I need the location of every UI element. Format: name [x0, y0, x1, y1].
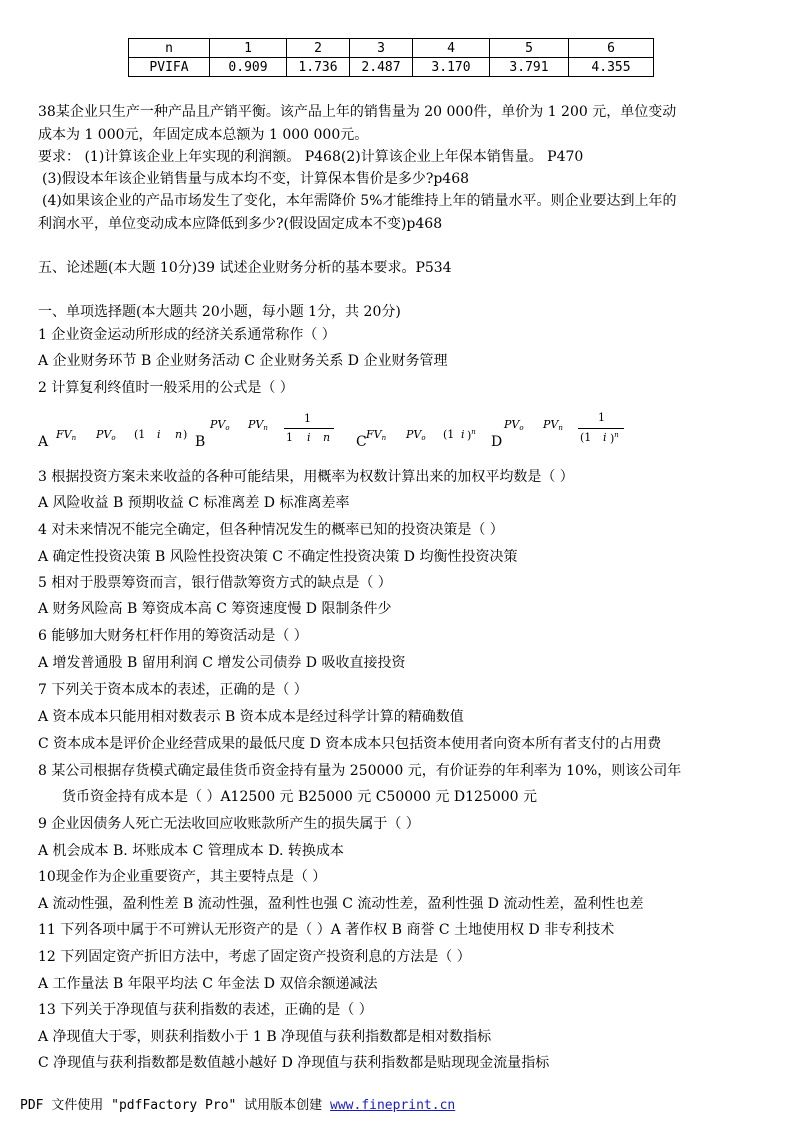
question-11: 11 下列各项中属于不可辨认无形资产的是（ ）A 著作权 B 商誉 C 土地使用权 D 非专利技术 — [38, 922, 615, 938]
table-cell: 0.909 — [210, 58, 287, 77]
option-d-label: D — [491, 434, 503, 450]
footer-text: PDF 文件使用 "pdfFactory Pro" 试用版本创建 — [20, 1098, 331, 1113]
formula-b-pv: $PV_o$ — [210, 418, 230, 432]
formula-a-fv: $FV_n$ — [56, 428, 77, 442]
question-5-options: A 财务风险高 B 筹资成本高 C 筹资速度慢 D 限制条件少 — [38, 601, 392, 617]
formula-a-pv: $PV_o$ — [96, 428, 116, 442]
question-3: 3 根据投资方案未来收益的各种可能结果，用概率为权数计算出来的加权平均数是（ ） — [38, 469, 574, 485]
question-7-options-c-d: C 资本成本是评价企业经营成果的最低尺度 D 资本成本只包括资本使用者向资本所有者支付的占用费 — [38, 736, 662, 752]
question-1: 1 企业资金运动所形成的经济关系通常称作（ ） — [38, 327, 336, 343]
table-header-row — [129, 39, 654, 58]
question-3-options: A 风险收益 B 预期收益 C 标准离差 D 标准离差率 — [38, 495, 350, 511]
formula-b-numerator: 1 — [304, 412, 311, 425]
formula-d-pv: $PV_o$ — [504, 418, 524, 432]
table-cell: PVIFA — [129, 58, 210, 77]
question-38-line-3: 要求： (1)计算该企业上年实现的利润额。 P468(2)计算该企业上年保本销售量。 P470 — [38, 149, 584, 165]
formula-d-denom-i: i — [603, 431, 607, 444]
formula-d-denom-close: )$^n$ — [610, 431, 619, 445]
formula-c-open: (1 — [443, 428, 455, 441]
table-cell: n — [129, 39, 210, 58]
formula-b-denom-n: n — [323, 431, 331, 444]
question-4-options: A 确定性投资决策 B 风险性投资决策 C 不确定性投资决策 D 均衡性投资决策 — [38, 549, 518, 565]
table-cell: 5 — [490, 39, 569, 58]
pvifa-table — [128, 38, 654, 77]
formula-c-pv: $PV_o$ — [406, 428, 426, 442]
formula-b-denom-i: i — [307, 431, 311, 444]
formula-c-fv: $FV_n$ — [366, 428, 387, 442]
option-a-label: A — [38, 434, 49, 450]
question-2: 2 计算复利终值时一般采用的公式是（ ） — [38, 380, 294, 396]
question-10-options: A 流动性强，盈利性差 B 流动性强，盈利性也强 C 流动性差，盈利性强 D 流动性差，盈利性也差 — [38, 896, 644, 912]
formula-b-pv-n: $PV_n$ — [248, 418, 268, 432]
table-cell: 4 — [413, 39, 490, 58]
table-cell: 3 — [350, 39, 413, 58]
question-38-line-4: (3)假设本年该企业销售量与成本均不变，计算保本售价是多少?p468 — [42, 171, 470, 187]
option-c-label: C — [356, 434, 367, 450]
question-4: 4 对未来情况不能完全确定，但各种情况发生的概率已知的投资决策是（ ） — [38, 522, 504, 538]
formula-a-n: n — [175, 428, 183, 441]
table-row — [129, 58, 654, 77]
question-1-options: A 企业财务环节 B 企业财务活动 C 企业财务关系 D 企业财务管理 — [38, 353, 448, 369]
table-cell: 1 — [210, 39, 287, 58]
table-cell: 4.355 — [569, 58, 654, 77]
formula-c-i: i — [461, 428, 465, 441]
formula-d-fraction-bar — [578, 428, 624, 429]
formula-d-denom-open: (1 — [580, 431, 592, 444]
question-8: 8 某公司根据存货模式确定最佳货币资金持有量为 250000 元，有价证券的年利率为 10%，则该公司年 — [38, 763, 682, 779]
table-cell: 2.487 — [350, 58, 413, 77]
formula-a-open: (1 — [134, 428, 146, 441]
question-38-line-5: (4)如果该企业的产品市场发生了变化，本年需降价 5%才能维持上年的销量水平。则企业要达到上年的 — [42, 193, 677, 209]
formula-b-fraction-bar — [284, 428, 334, 429]
question-6: 6 能够加大财务杠杆作用的筹资活动是（ ） — [38, 628, 308, 644]
table-cell: 3.791 — [490, 58, 569, 77]
question-6-options: A 增发普通股 B 留用利润 C 增发公司债券 D 吸收直接投资 — [38, 655, 406, 671]
formula-d-pv-n: $PV_n$ — [543, 418, 563, 432]
question-13-options-c-d: C 净现值与获利指数都是数值越小越好 D 净现值与获利指数都是贴现现金流量指标 — [38, 1055, 550, 1071]
table-cell: 6 — [569, 39, 654, 58]
formula-a-close: ) — [183, 428, 188, 441]
question-10: 10现金作为企业重要资产，其主要特点是（ ） — [38, 869, 327, 885]
table-cell: 1.736 — [287, 58, 350, 77]
table-cell: 3.170 — [413, 58, 490, 77]
formula-c-close: )$^n$ — [467, 428, 476, 442]
question-9-options: A 机会成本 B. 坏账成本 C 管理成本 D. 转换成本 — [38, 843, 344, 859]
section-1-heading: 一、单项选择题(本大题共 20小题，每小题 1分，共 20分) — [38, 304, 401, 320]
table-cell: 2 — [287, 39, 350, 58]
question-8-options: 货币资金持有成本是（ ）A12500 元 B25000 元 C50000 元 D125000 元 — [62, 789, 537, 805]
footer-link[interactable]: www.fineprint.cn — [330, 1098, 456, 1113]
question-38-line-6: 利润水平，单位变动成本应降低到多少?(假设固定成本不变)p468 — [38, 216, 443, 232]
formula-a-i: i — [157, 428, 161, 441]
question-13-options-a-b: A 净现值大于零，则获利指数小于 1 B 净现值与获利指数都是相对数指标 — [38, 1029, 492, 1045]
question-12-options: A 工作量法 B 年限平均法 C 年金法 D 双倍余额递减法 — [38, 976, 378, 992]
formula-d-numerator: 1 — [598, 411, 605, 424]
question-38-line-2: 成本为 1 000元，年固定成本总额为 1 000 000元。 — [38, 127, 369, 143]
formula-b-denom-1: 1 — [286, 431, 293, 444]
option-b-label: B — [195, 434, 206, 450]
question-12: 12 下列固定资产折旧方法中，考虑了固定资产投资利息的方法是（ ） — [38, 949, 471, 965]
question-13: 13 下列关于净现值与获利指数的表述，正确的是（ ） — [38, 1002, 373, 1018]
question-5: 5 相对于股票筹资而言，银行借款筹资方式的缺点是（ ） — [38, 575, 392, 591]
pdf-footer — [20, 1094, 455, 1113]
question-9: 9 企业因债务人死亡无法收回应收账款所产生的损失属于（ ） — [38, 816, 420, 832]
question-7: 7 下列关于资本成本的表述，正确的是（ ） — [38, 682, 308, 698]
question-7-options-a-b: A 资本成本只能用相对数表示 B 资本成本是经过科学计算的精确数值 — [38, 709, 464, 725]
section-5-heading: 五、论述题(本大题 10分)39 试述企业财务分析的基本要求。P534 — [38, 260, 452, 276]
question-38-line-1: 38某企业只生产一种产品且产销平衡。该产品上年的销售量为 20 000件，单价为 1 200 元，单位变动 — [38, 104, 677, 120]
